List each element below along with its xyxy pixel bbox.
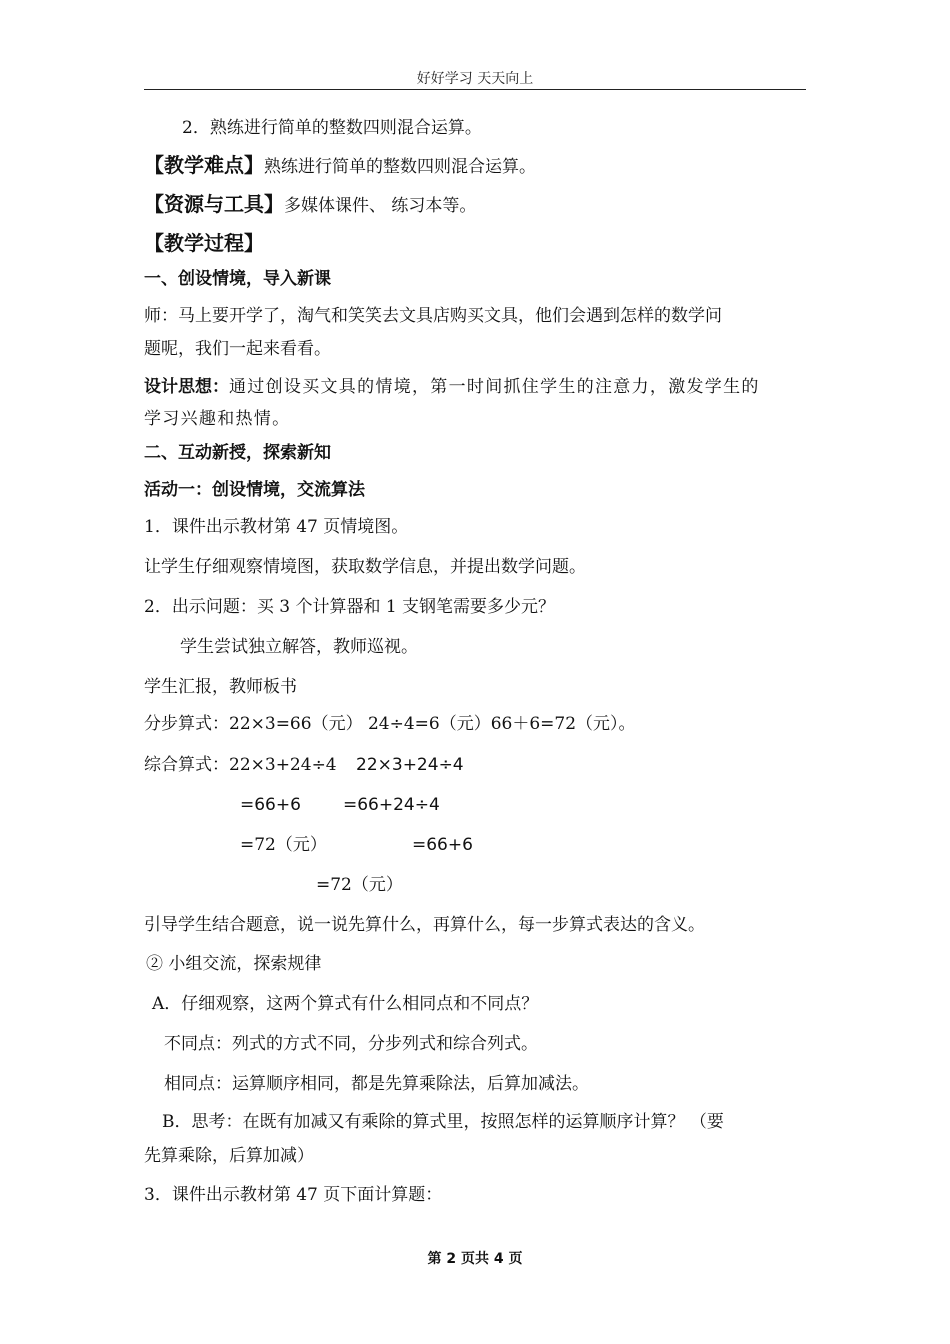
formula-b-step-2: =66+6 bbox=[412, 835, 473, 855]
difficulty-line bbox=[144, 154, 536, 178]
question-b-line-2: 先算乘除，后算加减） bbox=[144, 1146, 314, 1166]
design-text: 通过创设买文具的情境，第一时间抓住学生的注意力，激发学生的 bbox=[229, 377, 760, 397]
objective-2: 2．熟练进行简单的整数四则混合运算。 bbox=[182, 118, 482, 138]
difference-line: 不同点：列式的方式不同，分步列式和综合列式。 bbox=[164, 1034, 538, 1054]
formula-a-result: =72（元） bbox=[240, 835, 327, 855]
resources-heading: 【资源与工具】 bbox=[144, 192, 284, 216]
page-footer: 第 2 页共 4 页 bbox=[427, 1251, 523, 1267]
step-3: 3．课件出示教材第 47 页下面计算题： bbox=[144, 1185, 443, 1205]
activity-1-heading: 活动一：创设情境，交流算法 bbox=[144, 480, 365, 500]
process-heading: 【教学过程】 bbox=[144, 231, 264, 255]
group-discussion: ② 小组交流，探索规律 bbox=[146, 954, 322, 974]
similarity-line: 相同点：运算顺序相同，都是先算乘除法，后算加减法。 bbox=[164, 1074, 589, 1094]
design-label: 设计思想： bbox=[144, 377, 229, 397]
resources-text: 多媒体课件、 练习本等。 bbox=[284, 196, 477, 216]
teacher-line-2: 题呢，我们一起来看看。 bbox=[144, 339, 331, 359]
design-line-2: 学习兴趣和热情。 bbox=[144, 409, 291, 429]
report-line: 学生汇报，教师板书 bbox=[144, 677, 297, 697]
question-a: A．仔细观察，这两个算式有什么相同点和不同点？ bbox=[152, 994, 539, 1014]
step-formula: 分步算式：22×3=66（元） 24÷4=6（元）66＋6=72（元）。 bbox=[144, 714, 636, 734]
formula-b-step-1: =66+24÷4 bbox=[343, 795, 440, 815]
step-1: 1．课件出示教材第 47 页情境图。 bbox=[144, 517, 409, 537]
design-line-1 bbox=[144, 376, 760, 398]
formula-b-result: =72（元） bbox=[316, 875, 403, 895]
difficulty-heading: 【教学难点】 bbox=[144, 153, 264, 177]
formula-a-step-1: =66+6 bbox=[240, 795, 301, 815]
section-1-heading: 一、创设情境，导入新课 bbox=[144, 269, 331, 289]
guide-line: 引导学生结合题意，说一说先算什么，再算什么，每一步算式表达的含义。 bbox=[144, 915, 705, 935]
difficulty-text: 熟练进行简单的整数四则混合运算。 bbox=[264, 157, 536, 177]
step-2: 2．出示问题：买 3 个计算器和 1 支钢笔需要多少元？ bbox=[144, 597, 556, 617]
combined-formula-b: 22×3+24÷4 bbox=[356, 755, 464, 775]
combined-formula-label: 综合算式：22×3+24÷4 bbox=[144, 755, 337, 775]
resources-line bbox=[144, 193, 476, 217]
question-b-line-1: B．思考：在既有加减又有乘除的算式里，按照怎样的运算顺序计算？ （要 bbox=[162, 1112, 724, 1132]
page-header: 好好学习 天天向上 bbox=[416, 71, 534, 87]
header-divider bbox=[144, 89, 806, 90]
teacher-line-1: 师：马上要开学了，淘气和笑笑去文具店购买文具，他们会遇到怎样的数学问 bbox=[144, 306, 722, 326]
section-2-heading: 二、互动新授，探索新知 bbox=[144, 443, 331, 463]
step-1-detail: 让学生仔细观察情境图，获取数学信息，并提出数学问题。 bbox=[144, 557, 586, 577]
step-2-detail: 学生尝试独立解答，教师巡视。 bbox=[180, 637, 418, 657]
